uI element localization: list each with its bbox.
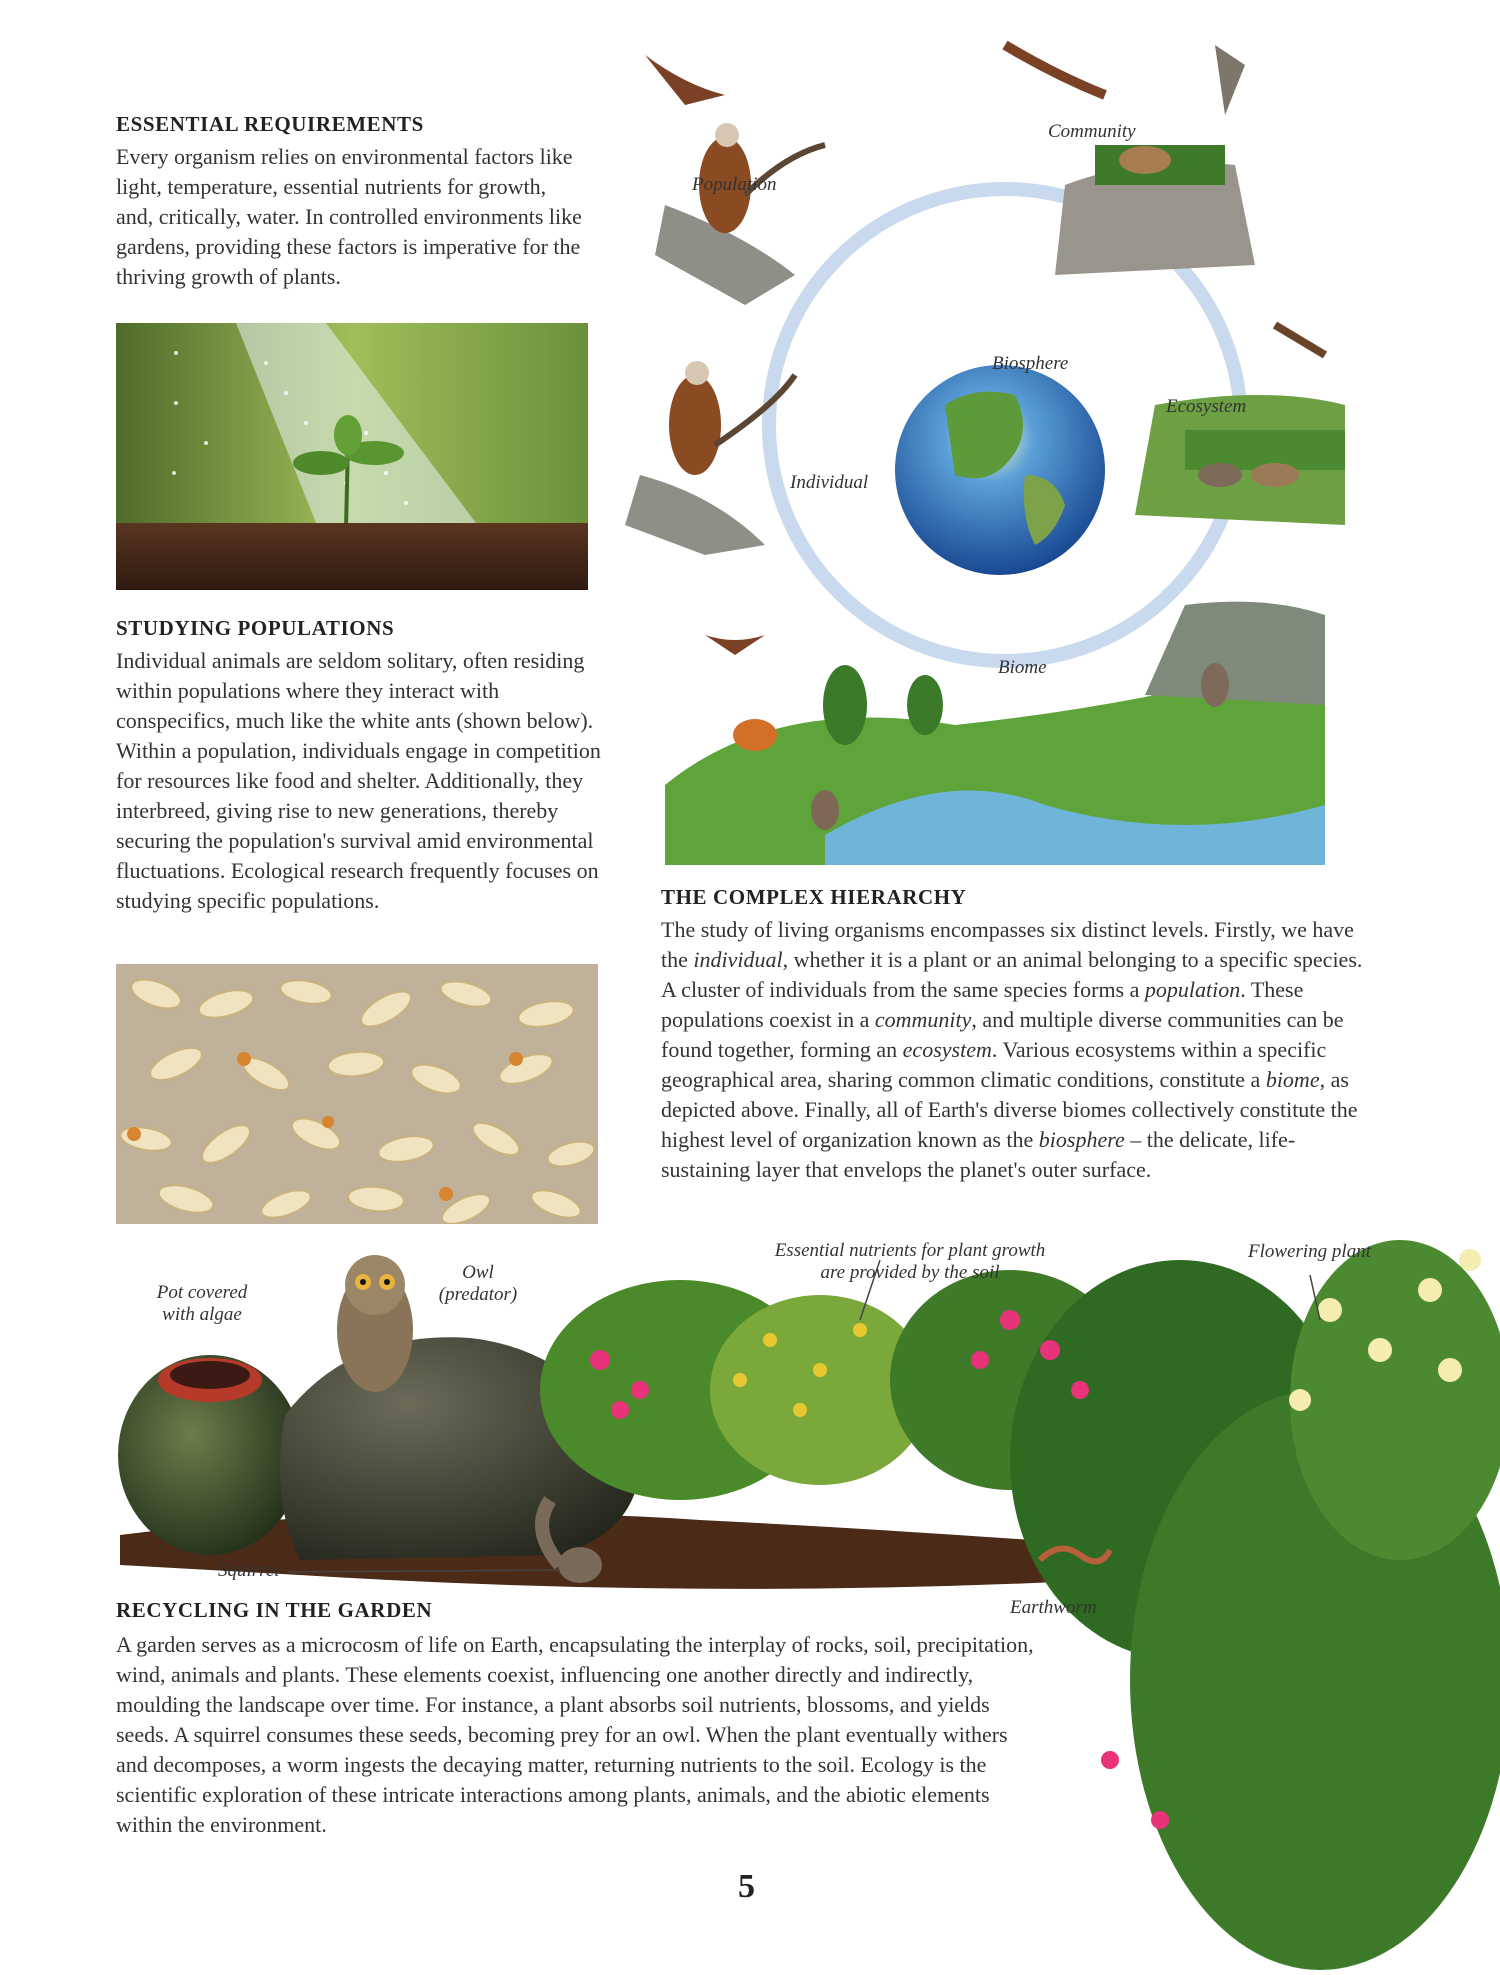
biome-label: Biome [998, 657, 1047, 678]
owl-label: Owl (predator) [438, 1262, 518, 1305]
essential-requirements-text: Every organism relies on environmental factors like light, temperature, essential nutrients for growth, and, critically, water. In controlled environments like gardens, providing these factors is imperative for the thriving growth of plants. [116, 144, 582, 289]
recycling-garden-text: A garden serves as a microcosm of life on Earth, encapsulating the interplay of rocks, soil, precipitation, wind, animals and plants. These elements coexist, influencing one another directly and indirectly, moulding the landscape over time. For instance, a plant absorbs soil nutrients, blossoms, and yields seeds. A squirrel consumes these seeds, becoming prey for an owl. When the plant eventually withers and decomposes, a worm ingests the decaying matter, returning nutrients to the soil. Ecology is the scientific exploration of these intricate interactions among plants, animals, and the abiotic elements within the environment. [116, 1632, 1034, 1837]
term-community: community [874, 1007, 972, 1032]
biosphere-label: Biosphere [992, 353, 1069, 374]
complex-hierarchy-text: The study of living organisms encompasses six distinct levels. Firstly, we have the individual, whether it is a plant or an animal belonging to a specific species. A cluster of individuals from the same species forms a population. These populations coexist in a community, and multiple diverse communities can be found together, forming an ecosystem. Various ecosystems within a specific geographical area, sharing common climatic conditions, constitute a biome, as depicted above. Finally, all of Earth's diverse biomes collectively constitute the highest level of organization known as the biosphere – the delicate, life-sustaining layer that envelops the planet's outer surface. [661, 917, 1363, 1182]
community-label: Community [1048, 121, 1136, 142]
studying-populations-heading: STUDYING POPULATIONS [116, 616, 395, 640]
watering-seedling-photo [116, 323, 588, 590]
recycling-garden-heading: RECYCLING IN THE GARDEN [116, 1598, 433, 1622]
earthworm-label: Earthworm [1010, 1597, 1097, 1618]
white-ants-photo [116, 964, 598, 1224]
essential-requirements-heading: ESSENTIAL REQUIREMENTS [116, 112, 424, 136]
pot-label: Pot covered with algae [156, 1282, 248, 1325]
term-individual: individual [693, 947, 783, 972]
term-biosphere: biosphere [1038, 1127, 1125, 1152]
term-ecosystem: ecosystem [902, 1037, 992, 1062]
studying-populations-text: Individual animals are seldom solitary, often residing within populations where they interact with conspecifics, much like the white ants (shown below). Within a population, individuals engage in competition for resources like food and shelter. Additionally, they interbreed, giving rise to new generations, thereby securing the population's survival amid environmental fluctuations. Ecological research frequently focuses on studying specific populations. [116, 648, 601, 913]
flowering-plant-label: Flowering plant [1248, 1241, 1371, 1262]
ecological-hierarchy-diagram [625, 5, 1457, 865]
soil-nutrients-label: Essential nutrients for plant growth are provided by the soil [774, 1240, 1046, 1283]
complex-hierarchy-heading: THE COMPLEX HIERARCHY [661, 885, 967, 909]
individual-label: Individual [790, 472, 869, 493]
squirrel-label: Squirrel [218, 1560, 280, 1581]
term-biome: biome [1265, 1067, 1320, 1092]
term-population: population [1144, 977, 1241, 1002]
ecosystem-label: Ecosystem [1166, 396, 1247, 417]
population-label: Population [692, 174, 777, 195]
page-number: 5 [738, 1868, 755, 1905]
